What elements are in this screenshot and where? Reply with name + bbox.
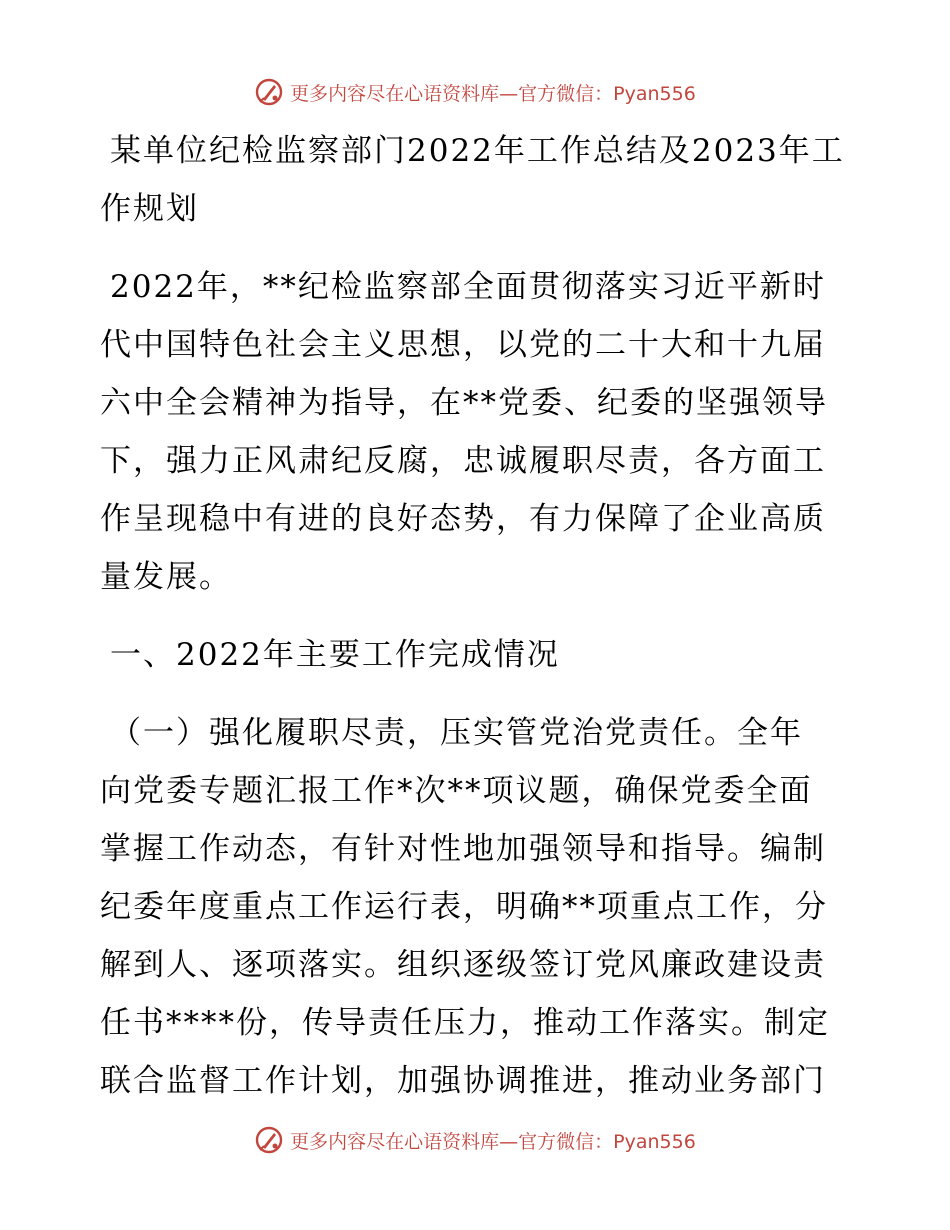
text-line: 代中国特色社会主义思想，以党的二十大和十九届 [100,327,826,363]
text-line: （一）强化履职尽责，压实管党治党责任。全年 [110,715,803,751]
section-heading [100,626,850,684]
footer-banner [0,1120,950,1160]
banner-text: 更多内容尽在心语资料库—官方微信：Pyan556 [290,82,696,105]
document-body [100,122,850,1110]
paragraph-intro [100,258,850,606]
text-line: 纪委年度重点工作运行表，明确**项重点工作，分 [100,889,828,925]
heading-line: 一、2022年主要工作完成情况 [110,637,560,673]
quill-pen-logo-icon [254,1125,284,1155]
text-line: 作呈现稳中有进的良好态势，有力保障了企业高质 [100,501,826,537]
text-line: 向党委专题汇报工作*次**项议题，确保党委全面 [100,773,813,809]
text-line: 2022年，**纪检监察部全面贯彻落实习近平新时 [110,269,826,305]
text-line: 解到人、逐项落实。组织逐级签订党风廉政建设责 [100,947,826,983]
document-title [100,122,850,238]
text-line: 任书****份，传导责任压力，推动工作落实。制定 [100,1005,830,1041]
text-line: 下，强力正风肃纪反腐，忠诚履职尽责，各方面工 [100,443,826,479]
quill-pen-logo-icon [254,77,284,107]
text-line: 掌握工作动态，有针对性地加强领导和指导。编制 [100,831,826,867]
title-line: 某单位纪检监察部门2022年工作总结及2023年工 [110,133,845,169]
banner-text: 更多内容尽在心语资料库—官方微信：Pyan556 [290,1130,696,1153]
text-line: 联合监督工作计划，加强协调推进，推动业务部门 [100,1063,826,1099]
text-line: 六中全会精神为指导，在**党委、纪委的坚强领导 [100,385,828,421]
title-line: 作规划 [100,191,199,227]
text-line: 量发展。 [100,559,232,595]
header-banner [0,72,950,112]
paragraph-section-1 [100,704,850,1110]
